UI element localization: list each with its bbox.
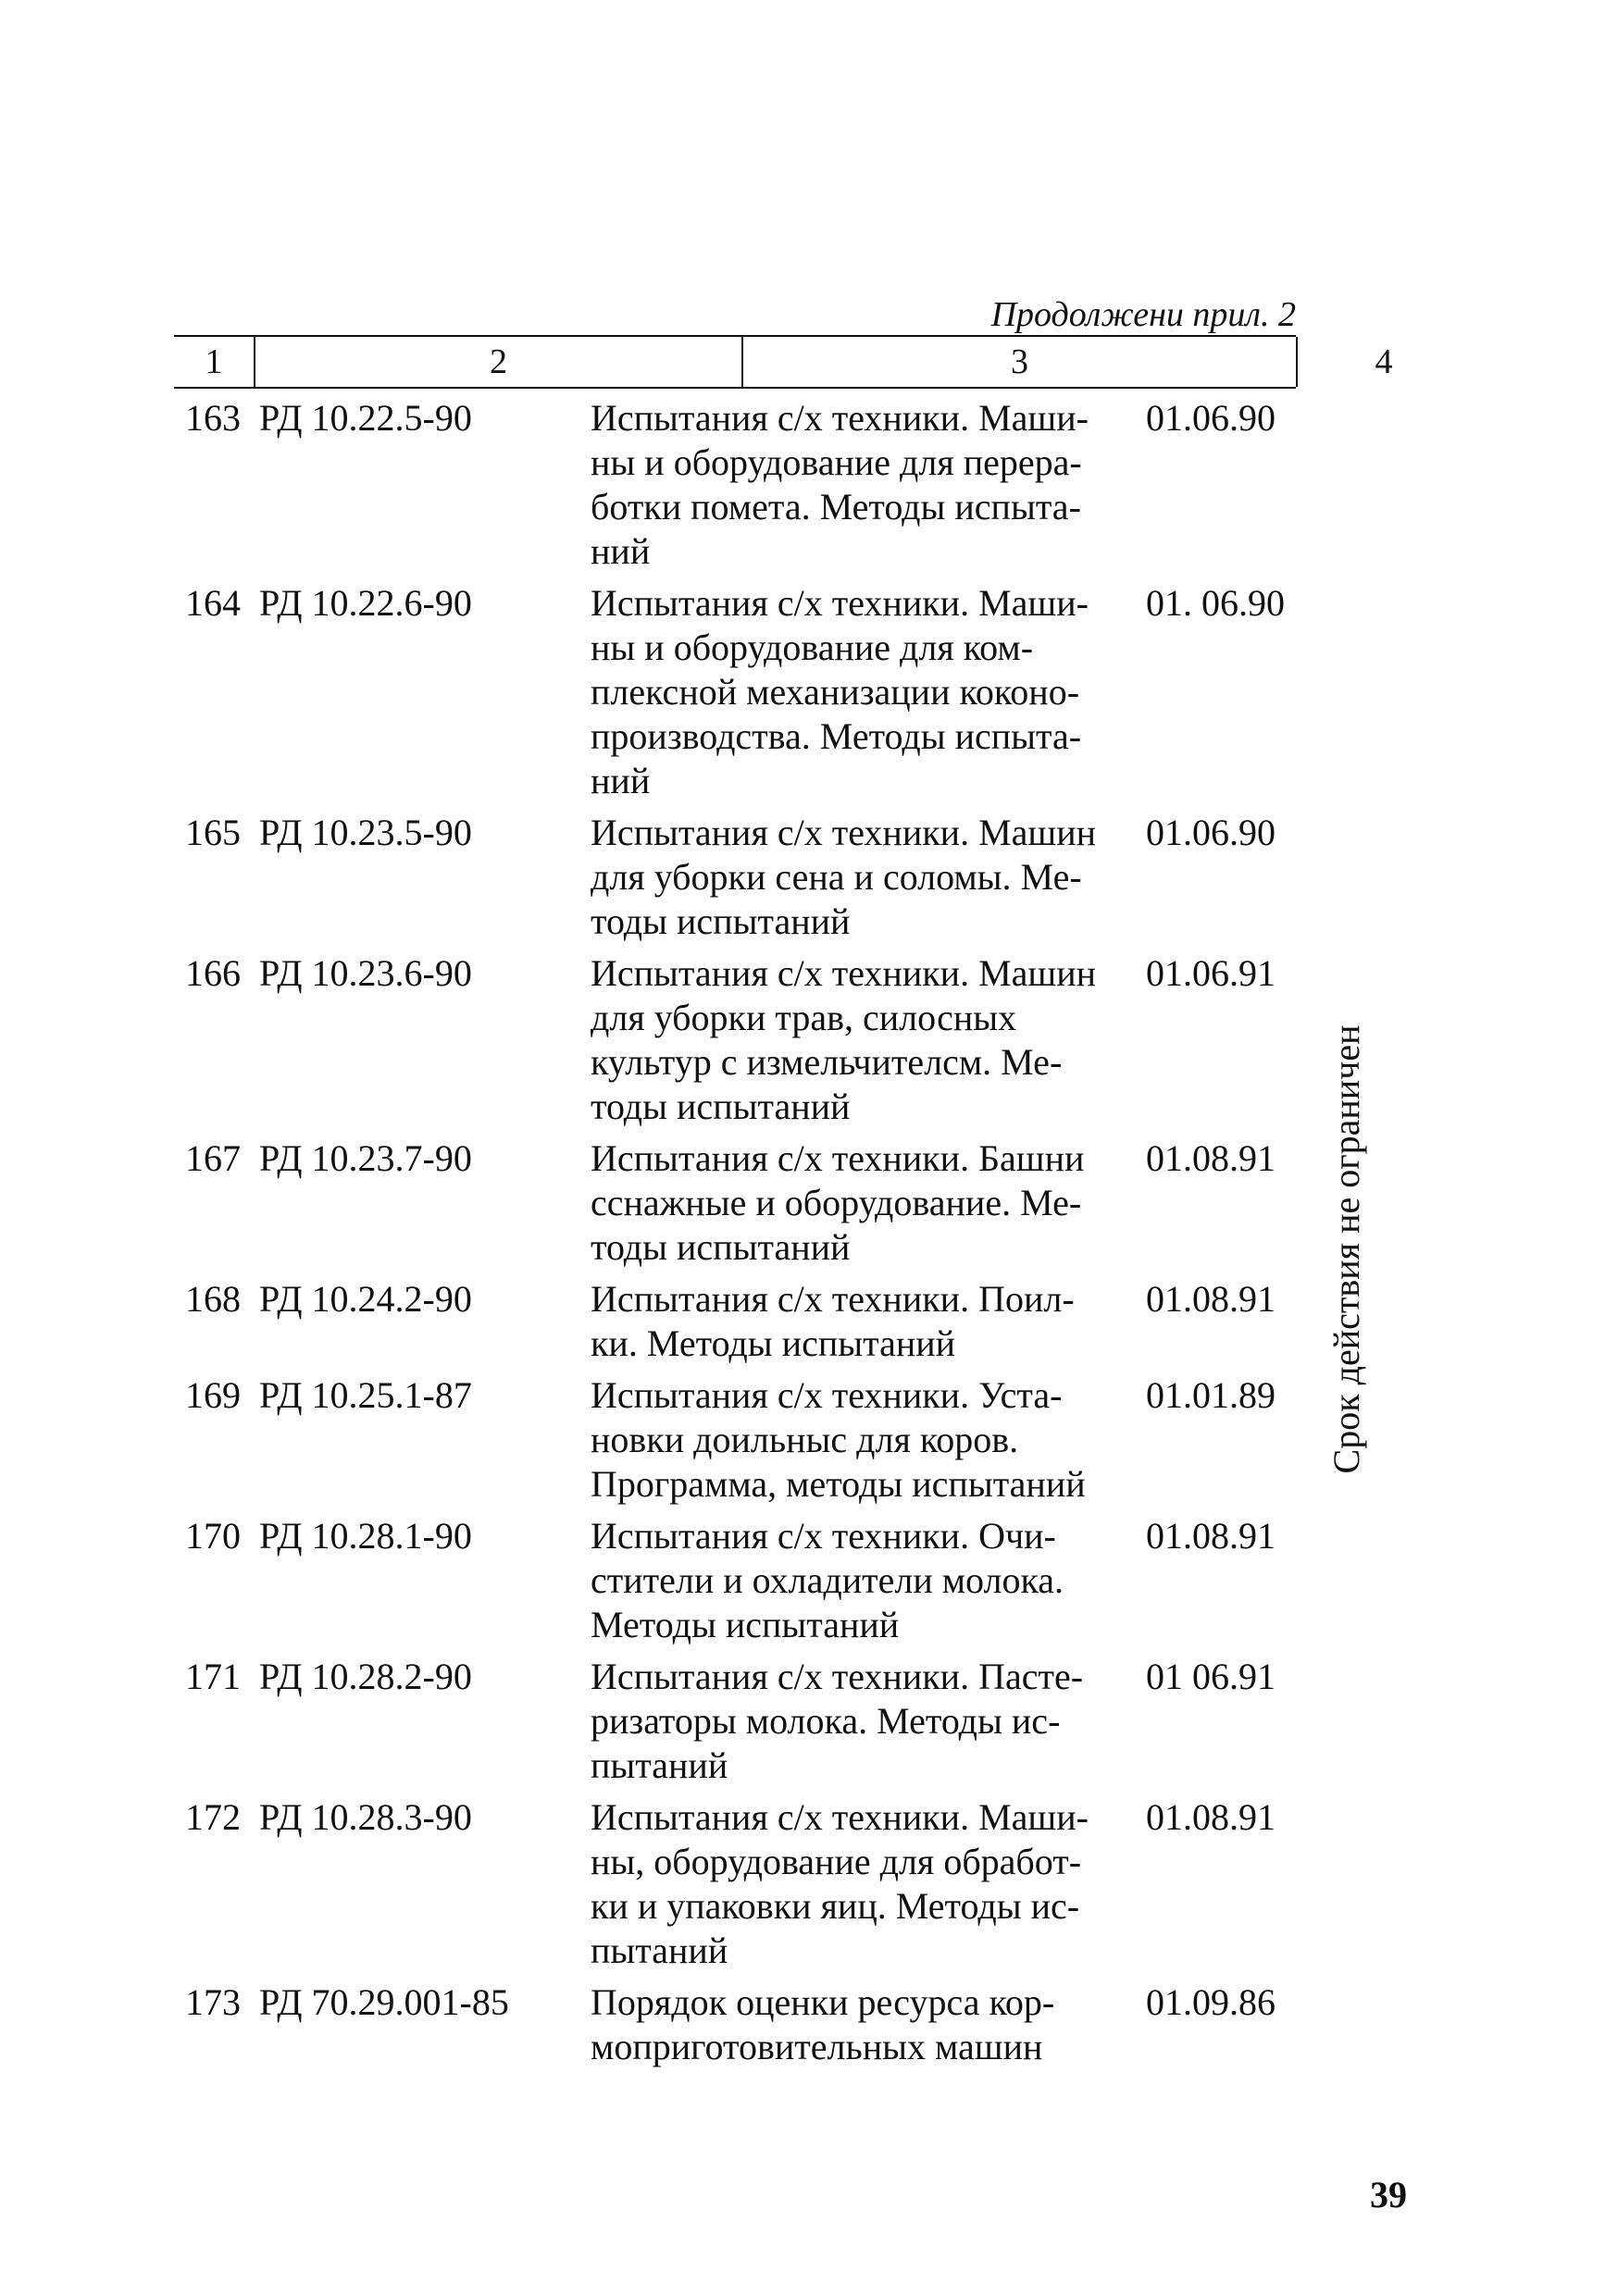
page-number: 39 [1370,2174,1407,2215]
document-code: РД 10.28.1-90 [259,1515,472,1557]
effective-date: 01. 06.90 [1146,582,1285,624]
effective-date: 01.06.90 [1146,812,1276,853]
document-code: РД 10.24.2-90 [259,1278,472,1320]
table-row [0,581,1618,803]
table-row [0,951,1618,1129]
header-col-3: 3 [1011,342,1028,381]
table-row [0,1136,1618,1270]
row-number: 167 [185,1137,241,1179]
side-note-validity: Срок действия не ограничен [1326,1024,1367,1474]
document-title: Испытания с/х техники. Поил- ки. Методы испытаний [591,1278,1075,1364]
row-number: 173 [185,1981,241,2023]
header-col-2: 2 [255,337,743,387]
row-number: 165 [185,812,241,853]
row-number: 171 [185,1656,241,1697]
table-row [0,1514,1618,1647]
table-header [174,335,1393,389]
table-row [0,1373,1618,1507]
table-row [0,1277,1618,1366]
row-number: 172 [185,1796,241,1838]
document-code: РД 10.23.6-90 [259,952,472,994]
row-number: 170 [185,1515,241,1557]
table-row [0,1795,1618,1973]
table-row [0,1655,1618,1788]
document-code: РД 10.28.3-90 [259,1796,472,1838]
document-title: Испытания с/х техники. Башни сснажные и оборудование. Ме- тоды испытаний [591,1137,1085,1268]
header-col-1: 1 [174,337,255,387]
document-code: РД 10.22.6-90 [259,582,472,624]
document-title: Испытания с/х техники. Машин для уборки трав, силосных культур с измельчителсм. Ме- тоды испытаний [591,952,1097,1127]
table-row [0,1980,1618,2069]
effective-date: 01.08.91 [1146,1278,1276,1320]
document-title: Испытания с/х техники. Очи- стители и охладители молока. Методы испытаний [591,1515,1064,1645]
header-col-4: 4 [1296,337,1470,387]
effective-date: 01.01.89 [1146,1374,1276,1416]
document-title: Порядок оценки ресурса кор- моприготовительных машин [591,1981,1055,2067]
table-row [0,811,1618,944]
effective-date: 01.06.90 [1146,397,1276,439]
document-code: РД 10.23.7-90 [259,1137,472,1179]
table-body [0,396,1618,2077]
document-code: РД 10.23.5-90 [259,812,472,853]
document-code: РД 10.28.2-90 [259,1656,472,1697]
document-code: РД 10.25.1-87 [259,1374,472,1416]
row-number: 163 [185,397,241,439]
document-code: РД 10.22.5-90 [259,397,472,439]
effective-date: 01.08.91 [1146,1137,1276,1179]
row-number: 168 [185,1278,241,1320]
document-title: Испытания с/х техники. Маши- ны и оборудование для ком- плексной механизации коконо- производства. Методы испыта- ний [591,582,1089,801]
row-number: 166 [185,952,241,994]
row-number: 164 [185,582,241,624]
effective-date: 01.08.91 [1146,1796,1276,1838]
effective-date: 01 06.91 [1146,1656,1276,1697]
table-row [0,396,1618,574]
continuation-note: Продолжени прил. 2 [990,295,1296,334]
document-title: Испытания с/х техники. Маши- ны, оборудование для обработ- ки и упаковки яиц. Методы ис- пытаний [591,1796,1089,1971]
document-title: Испытания с/х техники. Уста- новки доильныс для коров. Программа, методы испытаний [591,1374,1086,1505]
document-title: Испытания с/х техники. Пасте- ризаторы молока. Методы ис- пытаний [591,1656,1084,1786]
effective-date: 01.09.86 [1146,1981,1276,2023]
row-number: 169 [185,1374,241,1416]
effective-date: 01.08.91 [1146,1515,1276,1557]
effective-date: 01.06.91 [1146,952,1276,994]
document-title: Испытания с/х техники. Машин для уборки сена и соломы. Ме- тоды испытаний [591,812,1097,942]
document-code: РД 70.29.001-85 [259,1981,509,2023]
document-title: Испытания с/х техники. Маши- ны и оборудование для перера- ботки помета. Методы испыта- ний [591,397,1089,572]
